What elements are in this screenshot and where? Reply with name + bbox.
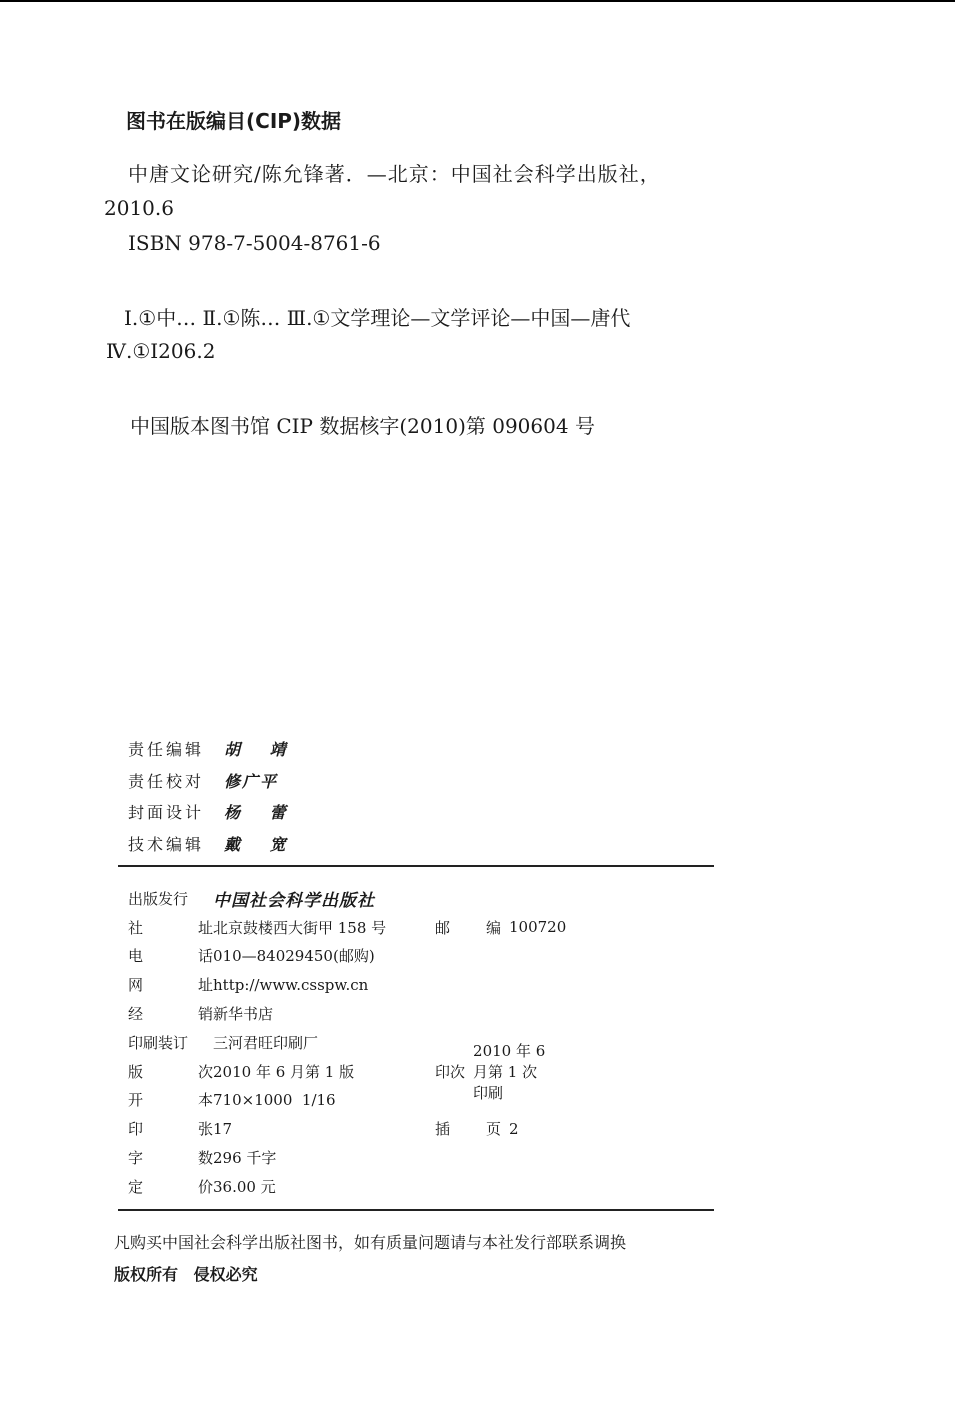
pub-row-word-count [128, 1143, 386, 1172]
pub-label: 开 本 [128, 1091, 213, 1110]
divider-rule-top [118, 865, 714, 867]
staff-label: 封面设计 [128, 803, 205, 823]
pub-row-website [128, 970, 386, 999]
cip-classification-1: Ⅰ.①中… Ⅱ.①陈… Ⅲ.①文学理论—文学评论—中国—唐代 [124, 306, 631, 330]
pub-value: 296 千字 [213, 1149, 277, 1168]
cip-classification-2: Ⅳ.①I206.2 [106, 339, 216, 363]
pub-row-sheets [128, 1114, 519, 1143]
pub-value: 2010 年 6 月第 1 版 [213, 1062, 355, 1081]
pub-value: 17 [213, 1119, 233, 1138]
pub-label: 定 价 [128, 1177, 213, 1196]
pub-printing [435, 1040, 547, 1103]
pub-row-price [128, 1172, 386, 1201]
quality-notice: 凡购买中国社会科学出版社图书，如有质量问题请与本社发行部联系调换 [114, 1233, 627, 1252]
pub-label: 邮 编 [435, 918, 501, 937]
staff-name: 杨 蕾 [224, 803, 298, 823]
pub-value: 三河君旺印刷厂 [213, 1033, 319, 1052]
staff-row-technical-editor [128, 828, 298, 860]
pub-row-phone [128, 942, 386, 971]
staff-row-proofreader [128, 765, 298, 797]
pub-label: 社 址 [128, 918, 213, 937]
cip-number: 中国版本图书馆 CIP 数据核字(2010)第 090604 号 [130, 414, 595, 438]
pub-label: 印刷装订 [128, 1033, 189, 1052]
pub-row-format [128, 1086, 386, 1115]
pub-label: 网 址 [128, 976, 213, 995]
staff-row-cover-designer [128, 796, 298, 828]
pub-inserts [435, 1118, 519, 1139]
staff-label: 责任编辑 [128, 740, 205, 760]
cip-heading: 图书在版编目(CIP)数据 [126, 109, 342, 133]
copyright-notice: 版权所有 侵权必究 [114, 1265, 258, 1284]
staff-row-editor [128, 733, 298, 765]
pub-postcode [435, 917, 566, 938]
pub-label: 电 话 [128, 947, 213, 966]
staff-name: 胡 靖 [224, 740, 298, 760]
pub-label: 经 销 [128, 1005, 213, 1024]
staff-label: 技术编辑 [128, 834, 205, 854]
pub-row-publisher [128, 884, 386, 913]
staff-name: 戴 宽 [224, 834, 298, 854]
pub-label: 字 数 [128, 1149, 213, 1168]
staff-name: 修广平 [224, 771, 279, 791]
pub-label: 版 次 [128, 1062, 213, 1081]
pub-row-address [128, 913, 567, 942]
publisher-name: 中国社会科学出版社 [213, 890, 375, 911]
pub-label: 出版发行 [128, 889, 189, 908]
pub-row-printer [128, 1028, 386, 1057]
pub-label: 印 次 [435, 1062, 466, 1081]
pub-value: 2010 年 6 月第 1 次印刷 [473, 1041, 546, 1102]
cip-title-line: 中唐文论研究/陈允锋著．—北京：中国社会科学出版社， [128, 162, 661, 186]
cip-isbn: ISBN 978-7-5004-8761-6 [128, 231, 381, 255]
pub-value: 北京鼓楼西大街甲 158 号 [213, 918, 387, 937]
pub-row-distributor [128, 999, 386, 1028]
top-border-rule [0, 0, 955, 2]
staff-list [128, 733, 298, 859]
pub-value: 36.00 元 [213, 1177, 276, 1196]
pub-value: 710×1000 1/16 [213, 1090, 336, 1109]
staff-label: 责任校对 [128, 771, 205, 791]
divider-rule-bottom [118, 1209, 714, 1211]
pub-value: 新华书店 [213, 1005, 274, 1024]
cip-date-line: 2010.6 [104, 196, 174, 220]
pub-value: 2 [509, 1119, 519, 1138]
pub-value: 100720 [509, 918, 567, 937]
pub-value: http://www.csspw.cn [213, 975, 369, 994]
pub-label: 插 页 [435, 1120, 501, 1139]
pub-label: 印 张 [128, 1120, 213, 1139]
publication-info [128, 884, 567, 1201]
pub-value: 010—84029450(邮购) [213, 947, 375, 966]
